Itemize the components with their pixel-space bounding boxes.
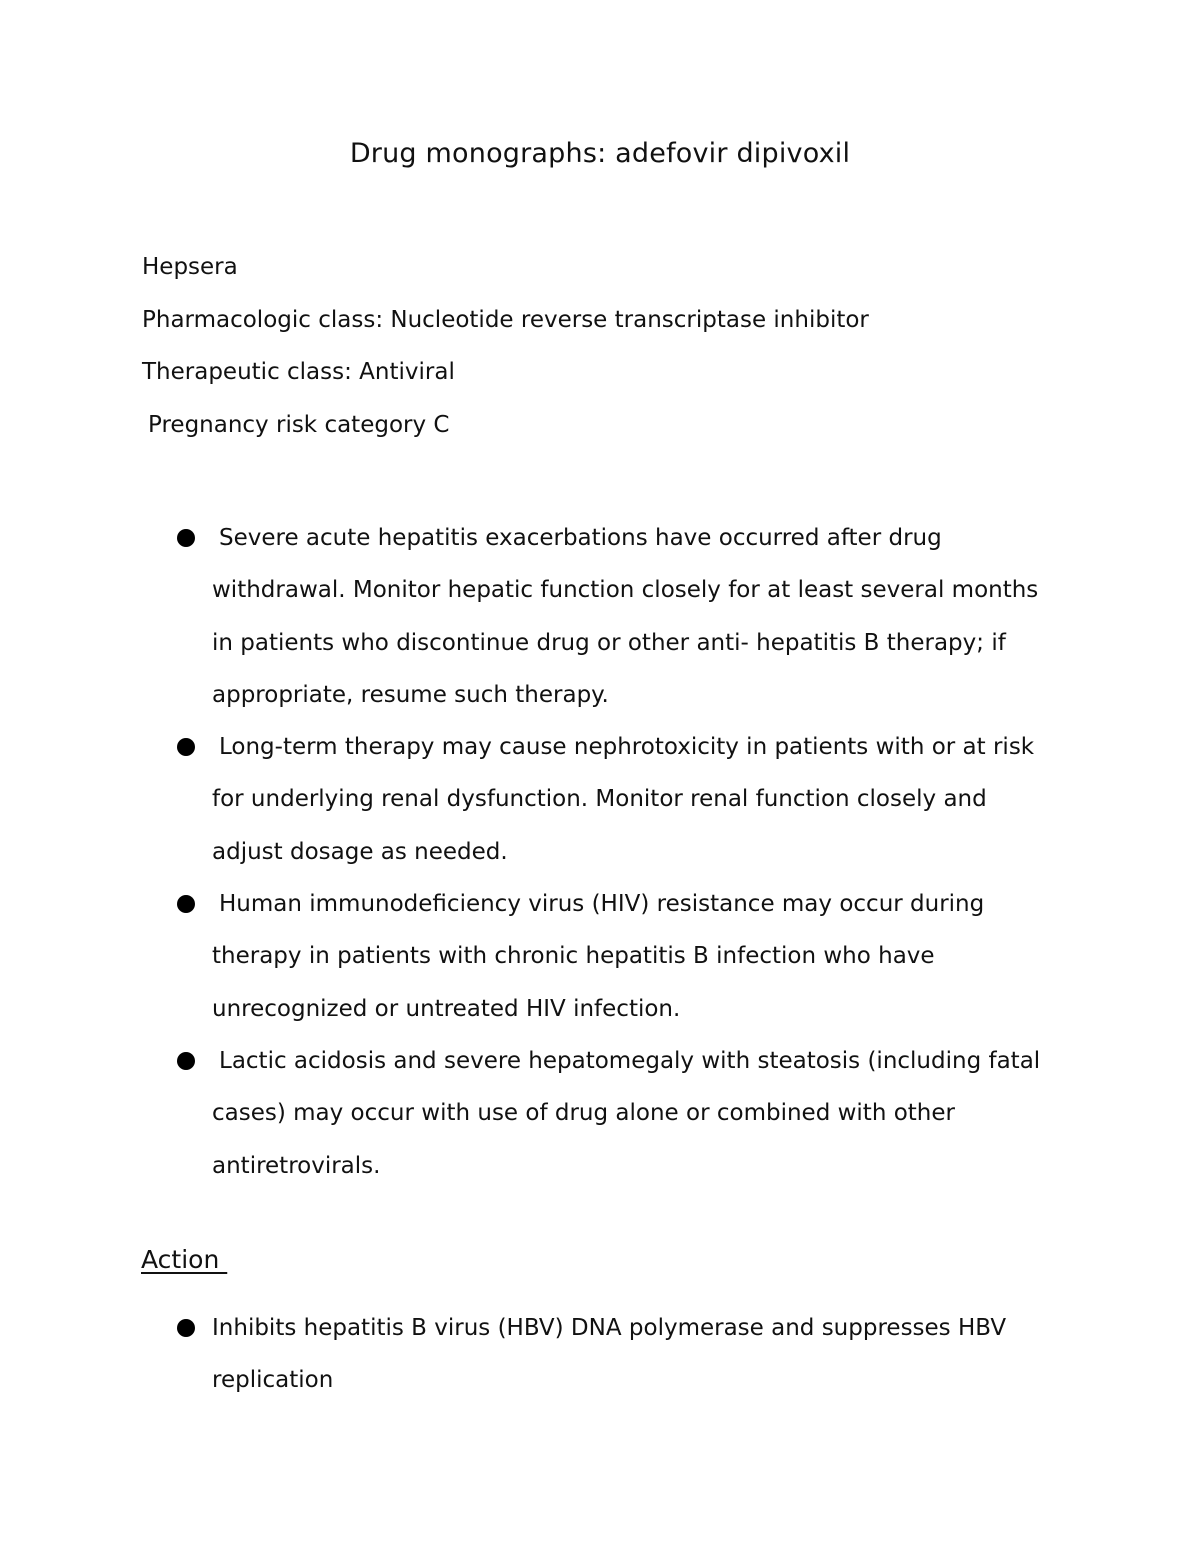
warning-text: Long-term therapy may cause nephrotoxicity in patients with or at risk for underlying renal dysfunction. Monitor renal function closely and adjust dosage as needed. [212, 734, 1035, 865]
bullet-icon [177, 529, 195, 547]
bullet-icon [177, 1319, 195, 1337]
pharmacologic-class: Pharmacologic class: Nucleotide reverse transcriptase inhibitor [142, 306, 869, 333]
pregnancy-risk-category: Pregnancy risk category C [148, 411, 450, 438]
warning-text: Severe acute hepatitis exacerbations have occurred after drug withdrawal. Monitor hepatic function closely for at least several months in patients who discontinue drug or other anti- hepatitis B therapy; if appropriate, resume such therapy. [212, 525, 1039, 708]
list-item [0, 1035, 1052, 1192]
list-item [0, 512, 1052, 721]
warnings-list [0, 512, 1200, 1192]
brand-name: Hepsera [142, 254, 238, 280]
bullet-icon [177, 895, 195, 913]
warning-text: Human immunodeficiency virus (HIV) resistance may occur during therapy in patients with chronic hepatitis B infection who have unrecognized or untreated HIV infection. [212, 891, 985, 1022]
action-text: Inhibits hepatitis B virus (HBV) DNA polymerase and suppresses HBV replication [212, 1315, 1007, 1394]
therapeutic-class: Therapeutic class: Antiviral [142, 359, 455, 385]
list-item [0, 721, 1052, 878]
page-title: Drug monographs: adefovir dipivoxil [349, 138, 851, 169]
action-heading: Action [141, 1245, 228, 1274]
bullet-icon [177, 1052, 195, 1070]
action-list [0, 1302, 1200, 1407]
list-item [0, 1302, 1052, 1407]
list-item [0, 878, 1052, 1035]
drug-info-block [142, 250, 869, 460]
bullet-icon [177, 738, 195, 756]
warning-text: Lactic acidosis and severe hepatomegaly with steatosis (including fatal cases) may occur with use of drug alone or combined with other antiretrovirals. [212, 1047, 1041, 1179]
